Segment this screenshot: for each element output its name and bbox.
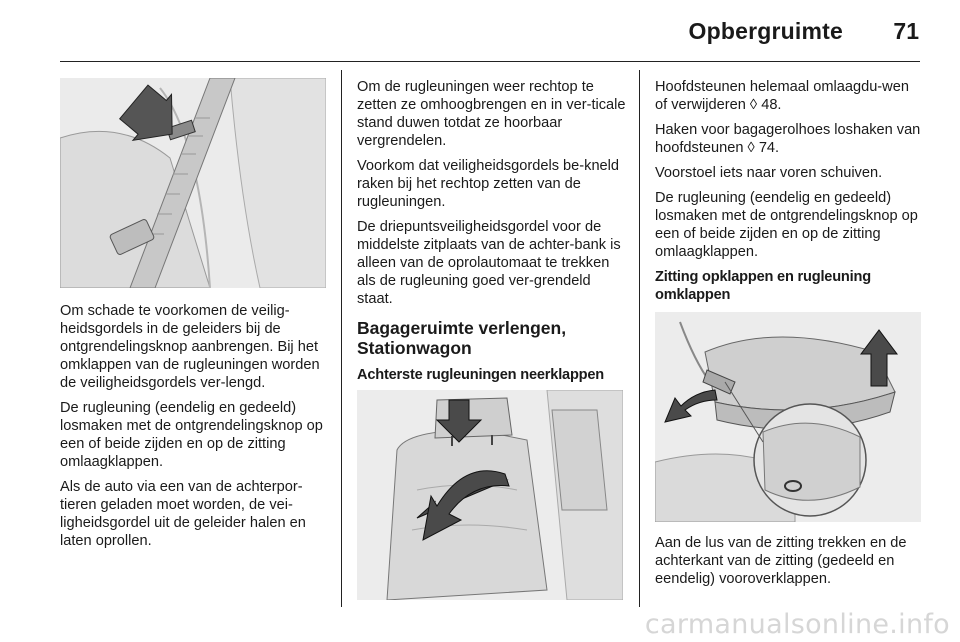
seatbelt-guide-illustration [60, 78, 326, 288]
page-number: 71 [893, 18, 919, 44]
paragraph: Voorkom dat veiligheidsgordels be-kneld raken bij het rechtop zetten van de rugleuningen. [357, 158, 620, 210]
paragraph: Als de auto via een van de achterpor-tieren geladen moet worden, de vei-ligheidsgordel uit de geleider halen en laten oprollen. [60, 479, 306, 549]
paragraph: Om de rugleuningen weer rechtop te zetten ze omhoogbrengen en in ver-ticale stand duwen totdat ze hoorbaar vergrendelen. [357, 79, 626, 149]
figure-caption [655, 534, 923, 595]
section-heading: Bagageruimte verlengen, Stationwagon [357, 318, 567, 358]
paragraph: Voorstoel iets naar voren schuiven. [655, 165, 883, 181]
middle-column [357, 78, 627, 390]
page-reference[interactable]: 74. [758, 140, 780, 156]
watermark: carmanualsonline.info [644, 609, 950, 640]
reference-arrow-icon: ◊ [749, 97, 758, 113]
left-column [60, 302, 328, 557]
page-header [0, 0, 960, 60]
column-divider-2 [639, 70, 640, 607]
right-column [655, 78, 923, 310]
page-reference[interactable]: 48. [761, 97, 782, 113]
paragraph: De rugleuning (eendelig en gedeeld) losmaken met de ontgrendelingsknop op een of beide zijden en op de zitting omlaagklappen. [655, 190, 918, 260]
subheading: Achterste rugleuningen neerklappen [357, 367, 605, 383]
paragraph: De driepuntsveiligheidsgordel voor de middelste zitplaats van de achter-bank is alleen van de oprolautomaat te trekken als de rugleuning goed ver-grendeld staat. [357, 219, 621, 307]
fold-seatback-illustration [357, 390, 623, 600]
paragraph: Hoofdsteunen helemaal omlaagdu-wen of verwijderen ◊ 48. [655, 79, 909, 113]
seat-cushion-fold-illustration [655, 312, 921, 522]
column-divider-1 [341, 70, 342, 607]
reference-arrow-icon: ◊ [747, 140, 755, 156]
page-title: Opbergruimte [688, 18, 843, 44]
paragraph: Om schade te voorkomen de veilig-heidsgordels in de geleiders bij de ontgrendelingsknop aanbrengen. Bij het omklappen van de rugleuningen worden de veiligheidsgordels ver-lengd. [60, 303, 320, 391]
subheading: Zitting opklappen en rugleuning omklappen [655, 269, 871, 303]
paragraph: Aan de lus van de zitting trekken en de achterkant van de zitting (gedeeld en eendelig) vooroverklappen. [655, 535, 907, 587]
paragraph: De rugleuning (eendelig en gedeeld) losmaken met de ontgrendelingsknop op een of beide zijden en op de zitting omlaagklappen. [60, 400, 323, 470]
header-divider [60, 61, 920, 62]
paragraph: Haken voor bagagerolhoes loshaken van hoofdsteunen ◊ 74. [655, 122, 921, 156]
